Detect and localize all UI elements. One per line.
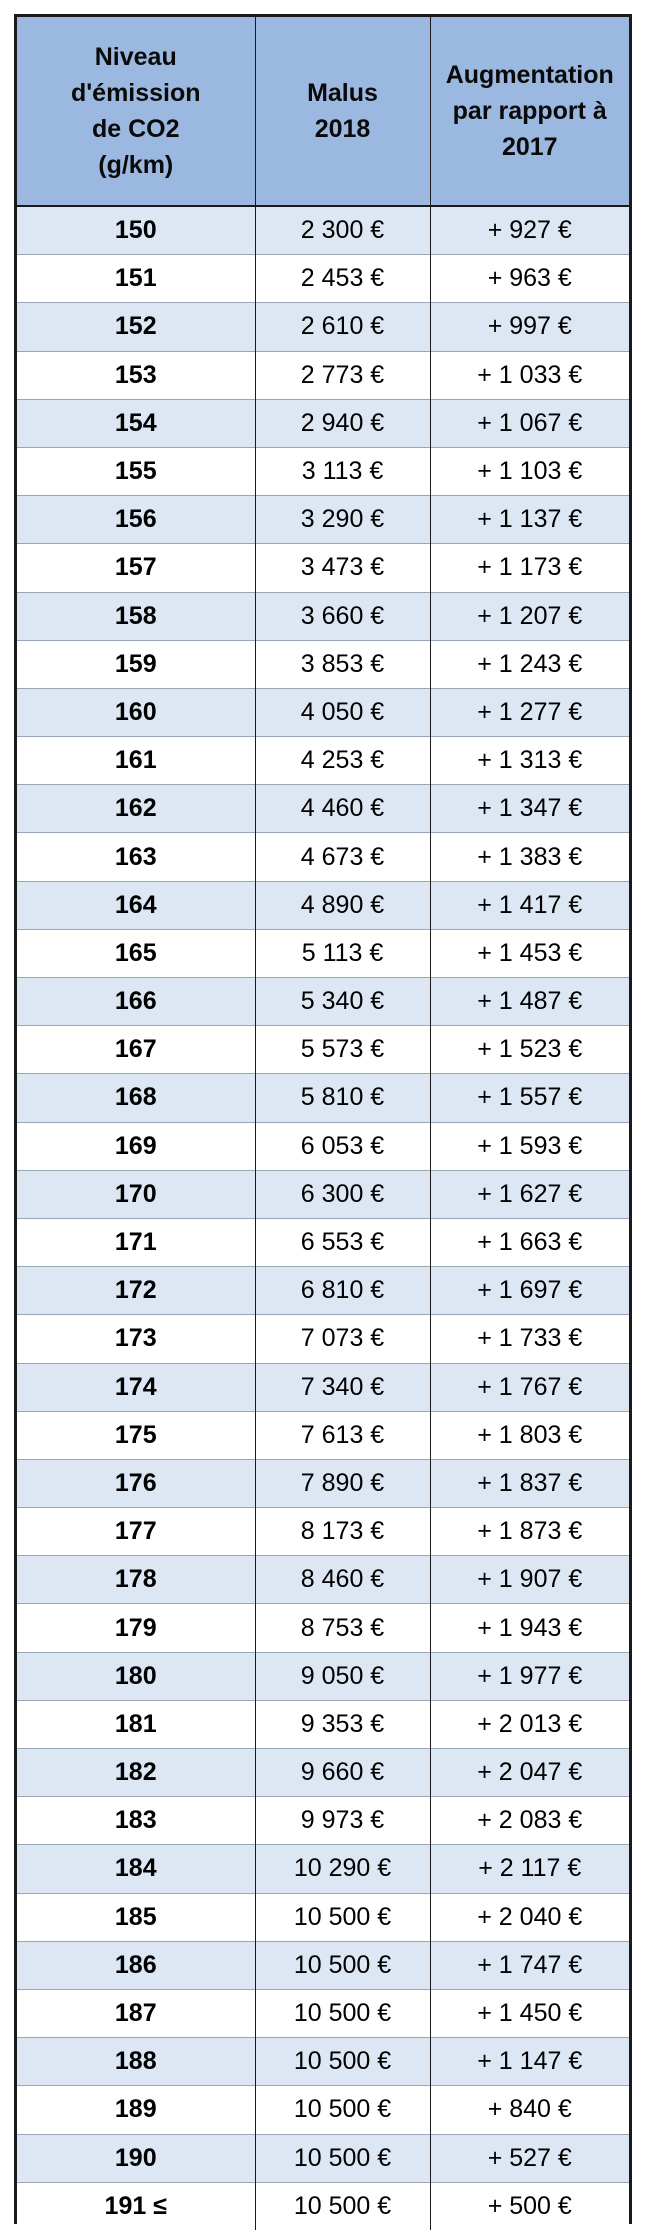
increase-cell: + 1 733 € <box>430 1315 629 1363</box>
co2-level-cell: 172 <box>17 1267 255 1315</box>
co2-level-cell: 189 <box>17 2086 255 2134</box>
table-row <box>17 1363 629 1411</box>
malus-2018-cell: 10 500 € <box>255 2182 430 2230</box>
table-row <box>17 1315 629 1363</box>
malus-2018-cell: 6 553 € <box>255 1218 430 1266</box>
co2-level-cell: 170 <box>17 1170 255 1218</box>
table-row <box>17 1508 629 1556</box>
increase-cell: + 1 487 € <box>430 978 629 1026</box>
malus-2018-cell: 2 453 € <box>255 255 430 303</box>
header-row <box>17 17 629 206</box>
malus-2018-cell: 9 050 € <box>255 1652 430 1700</box>
increase-cell: + 1 417 € <box>430 881 629 929</box>
co2-level-cell: 179 <box>17 1604 255 1652</box>
co2-level-cell: 188 <box>17 2038 255 2086</box>
co2-level-cell: 153 <box>17 351 255 399</box>
co2-level-cell: 156 <box>17 496 255 544</box>
malus-2018-cell: 8 460 € <box>255 1556 430 1604</box>
co2-level-cell: 159 <box>17 640 255 688</box>
table-row <box>17 2086 629 2134</box>
increase-cell: + 1 067 € <box>430 399 629 447</box>
header-co2-level-line: Niveau <box>94 43 177 71</box>
table-row <box>17 640 629 688</box>
co2-level-cell: 164 <box>17 881 255 929</box>
header-co2-level-line: (g/km) <box>98 151 174 179</box>
increase-cell: + 1 207 € <box>430 592 629 640</box>
increase-cell: + 1 663 € <box>430 1218 629 1266</box>
malus-2018-cell: 8 753 € <box>255 1604 430 1652</box>
malus-2018-cell: 2 940 € <box>255 399 430 447</box>
table-row <box>17 737 629 785</box>
malus-2018-cell: 2 773 € <box>255 351 430 399</box>
header-malus-2018 <box>255 17 430 206</box>
increase-cell: + 1 977 € <box>430 1652 629 1700</box>
co2-level-cell: 150 <box>17 206 255 255</box>
table-row <box>17 1026 629 1074</box>
increase-cell: + 527 € <box>430 2134 629 2182</box>
table-row <box>17 206 629 255</box>
table-row <box>17 1797 629 1845</box>
malus-2018-cell: 3 660 € <box>255 592 430 640</box>
increase-cell: + 1 103 € <box>430 447 629 495</box>
increase-cell: + 1 803 € <box>430 1411 629 1459</box>
malus-2018-cell: 5 340 € <box>255 978 430 1026</box>
increase-cell: + 1 383 € <box>430 833 629 881</box>
malus-table-frame <box>14 14 632 2224</box>
co2-level-cell: 185 <box>17 1893 255 1941</box>
co2-level-cell: 178 <box>17 1556 255 1604</box>
malus-2018-cell: 3 113 € <box>255 447 430 495</box>
co2-level-cell: 171 <box>17 1218 255 1266</box>
table-row <box>17 1411 629 1459</box>
table-row <box>17 929 629 977</box>
table-row <box>17 1170 629 1218</box>
malus-2018-cell: 6 053 € <box>255 1122 430 1170</box>
malus-2018-cell: 9 973 € <box>255 1797 430 1845</box>
malus-2018-cell: 6 300 € <box>255 1170 430 1218</box>
table-row <box>17 399 629 447</box>
co2-level-cell: 174 <box>17 1363 255 1411</box>
malus-2018-cell: 4 673 € <box>255 833 430 881</box>
malus-2018-cell: 5 810 € <box>255 1074 430 1122</box>
header-increase-line: Augmentation <box>445 61 614 89</box>
co2-level-cell: 175 <box>17 1411 255 1459</box>
co2-level-cell: 161 <box>17 737 255 785</box>
malus-2018-cell: 5 573 € <box>255 1026 430 1074</box>
table-row <box>17 1941 629 1989</box>
malus-2018-cell: 10 500 € <box>255 2086 430 2134</box>
malus-2018-cell: 4 253 € <box>255 737 430 785</box>
co2-level-cell: 169 <box>17 1122 255 1170</box>
table-row <box>17 1122 629 1170</box>
increase-cell: + 2 117 € <box>430 1845 629 1893</box>
increase-cell: + 997 € <box>430 303 629 351</box>
table-row <box>17 592 629 640</box>
increase-cell: + 1 767 € <box>430 1363 629 1411</box>
co2-level-cell: 186 <box>17 1941 255 1989</box>
co2-level-cell: 152 <box>17 303 255 351</box>
co2-level-cell: 151 <box>17 255 255 303</box>
co2-level-cell: 173 <box>17 1315 255 1363</box>
malus-2018-cell: 5 113 € <box>255 929 430 977</box>
co2-level-cell: 181 <box>17 1700 255 1748</box>
malus-2018-cell: 2 610 € <box>255 303 430 351</box>
table-row <box>17 544 629 592</box>
co2-level-cell: 176 <box>17 1459 255 1507</box>
table-row <box>17 1556 629 1604</box>
co2-level-cell: 155 <box>17 447 255 495</box>
table-row <box>17 1459 629 1507</box>
table-row <box>17 255 629 303</box>
co2-level-cell: 154 <box>17 399 255 447</box>
table-row <box>17 1218 629 1266</box>
increase-cell: + 1 697 € <box>430 1267 629 1315</box>
malus-2018-cell: 9 660 € <box>255 1749 430 1797</box>
malus-2018-cell: 4 460 € <box>255 785 430 833</box>
table-row <box>17 1749 629 1797</box>
co2-level-cell: 183 <box>17 1797 255 1845</box>
header-malus-line: Malus <box>307 79 378 107</box>
co2-level-cell: 157 <box>17 544 255 592</box>
increase-cell: + 1 747 € <box>430 1941 629 1989</box>
increase-cell: + 927 € <box>430 206 629 255</box>
increase-cell: + 1 147 € <box>430 2038 629 2086</box>
header-malus-line: 2018 <box>314 115 371 143</box>
co2-level-cell: 163 <box>17 833 255 881</box>
table-row <box>17 351 629 399</box>
table-row <box>17 1989 629 2037</box>
malus-2018-cell: 10 500 € <box>255 1941 430 1989</box>
co2-level-cell: 191 ≤ <box>17 2182 255 2230</box>
increase-cell: + 500 € <box>430 2182 629 2230</box>
co2-level-cell: 166 <box>17 978 255 1026</box>
table-row <box>17 1700 629 1748</box>
table-row <box>17 1074 629 1122</box>
increase-cell: + 1 173 € <box>430 544 629 592</box>
increase-cell: + 1 593 € <box>430 1122 629 1170</box>
co2-level-cell: 158 <box>17 592 255 640</box>
increase-cell: + 2 083 € <box>430 1797 629 1845</box>
table-row <box>17 303 629 351</box>
increase-cell: + 2 013 € <box>430 1700 629 1748</box>
table-row <box>17 1604 629 1652</box>
co2-level-cell: 177 <box>17 1508 255 1556</box>
co2-level-cell: 160 <box>17 688 255 736</box>
co2-level-cell: 165 <box>17 929 255 977</box>
malus-2018-cell: 2 300 € <box>255 206 430 255</box>
malus-2018-cell: 3 473 € <box>255 544 430 592</box>
table-row <box>17 881 629 929</box>
increase-cell: + 1 347 € <box>430 785 629 833</box>
malus-2018-cell: 8 173 € <box>255 1508 430 1556</box>
malus-2018-cell: 7 073 € <box>255 1315 430 1363</box>
malus-2018-cell: 10 500 € <box>255 1989 430 2037</box>
increase-cell: + 1 557 € <box>430 1074 629 1122</box>
increase-cell: + 1 627 € <box>430 1170 629 1218</box>
table-row <box>17 2134 629 2182</box>
table-body <box>17 206 629 2230</box>
malus-table <box>17 17 629 2230</box>
co2-level-cell: 167 <box>17 1026 255 1074</box>
malus-2018-cell: 7 340 € <box>255 1363 430 1411</box>
malus-2018-cell: 6 810 € <box>255 1267 430 1315</box>
co2-level-cell: 180 <box>17 1652 255 1700</box>
malus-2018-cell: 10 500 € <box>255 2134 430 2182</box>
increase-cell: + 1 837 € <box>430 1459 629 1507</box>
table-header <box>17 17 629 206</box>
increase-cell: + 1 277 € <box>430 688 629 736</box>
increase-cell: + 1 033 € <box>430 351 629 399</box>
malus-2018-cell: 10 290 € <box>255 1845 430 1893</box>
header-co2-level-line: d'émission <box>70 79 201 107</box>
increase-cell: + 1 907 € <box>430 1556 629 1604</box>
increase-cell: + 2 047 € <box>430 1749 629 1797</box>
table-row <box>17 1845 629 1893</box>
malus-2018-cell: 4 050 € <box>255 688 430 736</box>
table-row <box>17 785 629 833</box>
increase-cell: + 1 523 € <box>430 1026 629 1074</box>
increase-cell: + 1 137 € <box>430 496 629 544</box>
table-row <box>17 2182 629 2230</box>
increase-cell: + 840 € <box>430 2086 629 2134</box>
malus-2018-cell: 9 353 € <box>255 1700 430 1748</box>
header-co2-level-line: de CO2 <box>91 115 180 143</box>
malus-2018-cell: 10 500 € <box>255 1893 430 1941</box>
increase-cell: + 1 313 € <box>430 737 629 785</box>
malus-2018-cell: 3 290 € <box>255 496 430 544</box>
table-row <box>17 1893 629 1941</box>
co2-level-cell: 162 <box>17 785 255 833</box>
malus-2018-cell: 10 500 € <box>255 2038 430 2086</box>
header-increase-vs-2017 <box>430 17 629 206</box>
header-co2-level <box>17 17 255 206</box>
increase-cell: + 2 040 € <box>430 1893 629 1941</box>
co2-level-cell: 182 <box>17 1749 255 1797</box>
table-row <box>17 496 629 544</box>
co2-level-cell: 184 <box>17 1845 255 1893</box>
table-row <box>17 978 629 1026</box>
increase-cell: + 1 873 € <box>430 1508 629 1556</box>
header-increase-line: 2017 <box>501 133 558 161</box>
table-row <box>17 447 629 495</box>
malus-2018-cell: 4 890 € <box>255 881 430 929</box>
increase-cell: + 1 943 € <box>430 1604 629 1652</box>
co2-level-cell: 187 <box>17 1989 255 2037</box>
table-row <box>17 833 629 881</box>
table-row <box>17 1267 629 1315</box>
header-increase-line: par rapport à <box>452 97 607 125</box>
table-row <box>17 688 629 736</box>
malus-2018-cell: 7 613 € <box>255 1411 430 1459</box>
increase-cell: + 1 243 € <box>430 640 629 688</box>
malus-2018-cell: 3 853 € <box>255 640 430 688</box>
malus-2018-cell: 7 890 € <box>255 1459 430 1507</box>
table-row <box>17 1652 629 1700</box>
increase-cell: + 1 453 € <box>430 929 629 977</box>
co2-level-cell: 190 <box>17 2134 255 2182</box>
co2-level-cell: 168 <box>17 1074 255 1122</box>
increase-cell: + 1 450 € <box>430 1989 629 2037</box>
table-row <box>17 2038 629 2086</box>
increase-cell: + 963 € <box>430 255 629 303</box>
